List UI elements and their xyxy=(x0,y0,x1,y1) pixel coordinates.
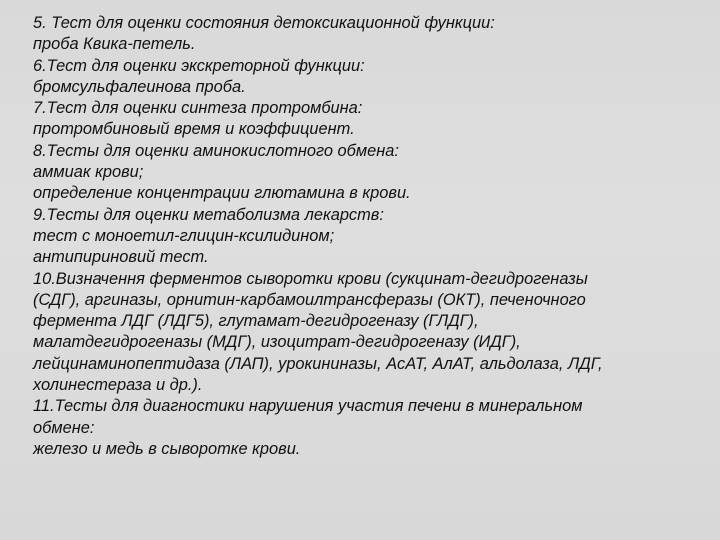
text-line-item-5-heading: 5. Тест для оценки состояния детоксикационной функции: xyxy=(33,14,495,32)
text-line-item-7-heading: 7.Тест для оценки синтеза протромбина: xyxy=(33,99,363,118)
text-line: обмене: xyxy=(33,418,95,437)
text-line: малатдегидрогеназы (МДГ), изоцитрат-дегидрогеназу (ИДГ), xyxy=(33,333,521,352)
text-line: (СДГ), аргиназы, орнитин-карбамоилтрансферазы (ОКТ), печеночного xyxy=(33,290,586,309)
text-line-item-9-heading: 9.Тесты для оценки метаболизма лекарств: xyxy=(33,205,384,224)
text-line-item-6-heading: 6.Тест для оценки экскреторной функции: xyxy=(33,56,365,75)
text-line: холинестераза и др.). xyxy=(33,376,203,395)
text-line-item-8-heading: 8.Тесты для оценки аминокислотного обмена: xyxy=(33,141,399,160)
text-line: тест с моноетил-глицин-ксилидином; xyxy=(33,226,335,245)
text-line: лейцинаминопептидаза (ЛАП), урокининазы, AcAT, АлАТ, альдолаза, ЛДГ, xyxy=(33,354,603,373)
text-line-item-10-heading: 10.Визначення ферментов сыворотки крови (сукцинат-дегидрогеназы xyxy=(33,269,588,288)
text-line: протромбиновый время и коэффициент. xyxy=(33,120,355,139)
text-line: антипириновий тест. xyxy=(33,248,209,267)
text-line: железо и медь в сыворотке крови. xyxy=(33,439,301,458)
text-line: аммиак крови; xyxy=(33,163,144,182)
text-line: бромсульфалеинова проба. xyxy=(33,77,246,96)
text-line-item-11-heading: 11.Тесты для диагностики нарушения участия печени в минеральном xyxy=(33,397,583,416)
text-line: определение концентрации глютамина в крови. xyxy=(33,184,411,203)
test-list-text xyxy=(33,13,713,460)
text-line: проба Квика-петель. xyxy=(33,35,196,54)
text-line: фермента ЛДГ (ЛДГ5), глутамат-дегидрогеназу (ГЛДГ), xyxy=(33,312,479,331)
